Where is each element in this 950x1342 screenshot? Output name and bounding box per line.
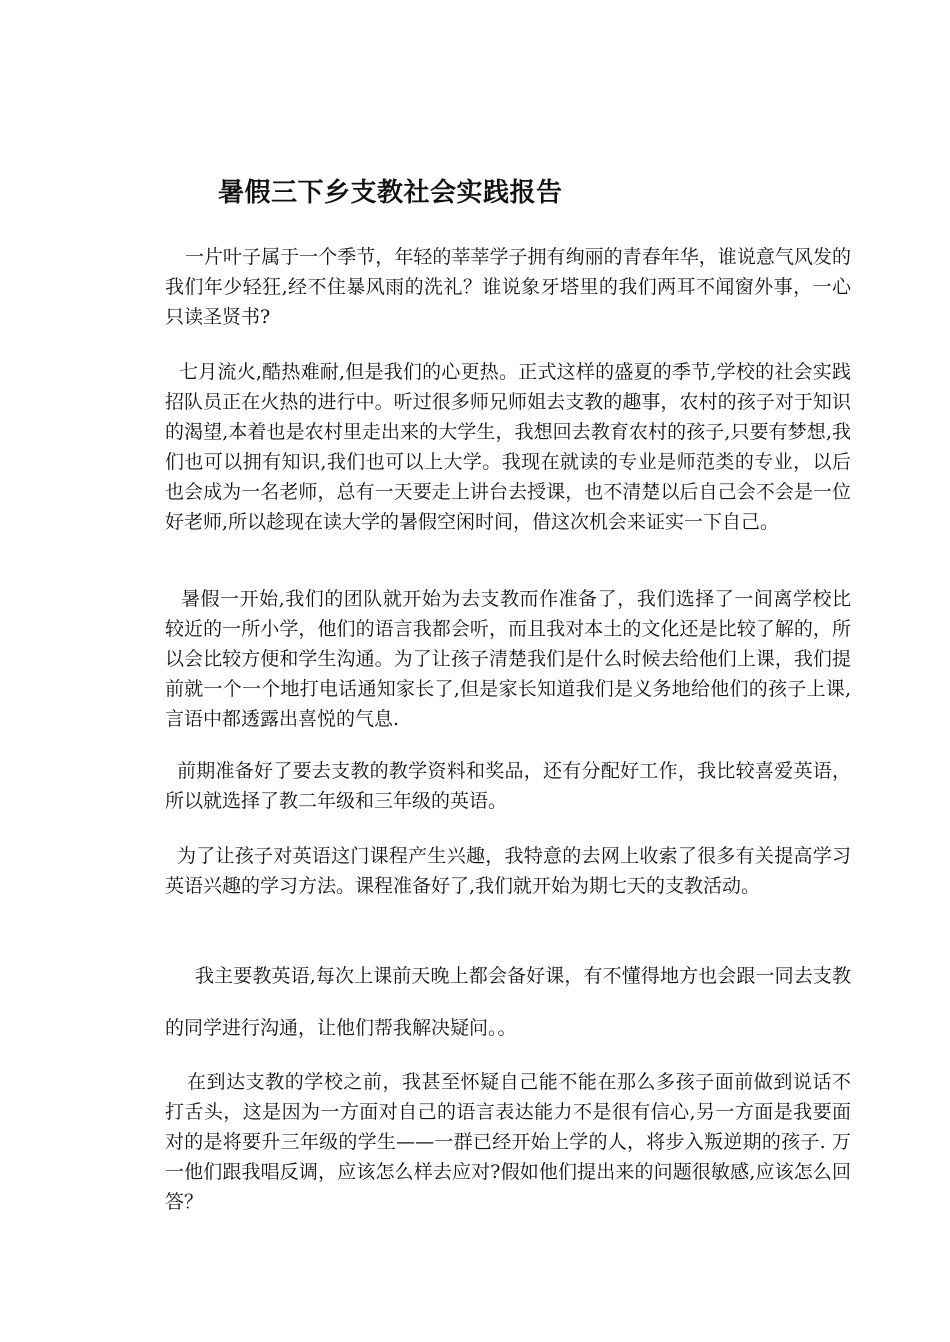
paragraph-6: 我主要教英语,每次上课前天晚上都会备好课，有不懂得地方也会跟一同去支教的同学进行沟通，让他们帮我解决疑问。。	[165, 965, 851, 1039]
paragraph-7: 在到达支教的学校之前，我甚至怀疑自己能不能在那么多孩子面前做到说话不打舌头，这是因为一方面对自己的语言表达能力不是很有信心,另一方面是我要面对的是将要升三年级的学生——一群已经开始上学的人，将步入叛逆期的孩子. 万一他们跟我唱反调，应该怎么样去应对?假如他们提出来的问题很敏感,应该怎么回答？	[165, 1071, 851, 1213]
paragraph-3: 暑假一开始,我们的团队就开始为去支教而作准备了，我们选择了一间离学校比较近的一所小学，他们的语言我都会听，而且我对本土的文化还是比较了解的，所以会比较方便和学生沟通。为了让孩子清楚我们是什么时候去给他们上课，我们提前就一个一个地打电话通知家长了,但是家长知道我们是义务地给他们的孩子上课,言语中都透露出喜悦的气息.	[165, 588, 851, 730]
paragraph-4: 前期准备好了要去支教的教学资料和奖品，还有分配好工作，我比较喜爱英语，所以就选择了教二年级和三年级的英语。	[165, 760, 851, 812]
document-title: 暑假三下乡支教社会实践报告	[218, 178, 563, 208]
paragraph-2: 七月流火,酷热难耐,但是我们的心更热。正式这样的盛夏的季节,学校的社会实践招队员正在火热的进行中。听过很多师兄师姐去支教的趣事，农村的孩子对于知识的渴望,本着也是农村里走出来的大学生，我想回去教育农村的孩子,只要有梦想,我们也可以拥有知识,我们也可以上大学。我现在就读的专业是师范类的专业，以后也会成为一名老师，总有一天要走上讲台去授课，也不清楚以后自己会不会是一位好老师,所以趁现在读大学的暑假空闲时间，借这次机会来证实一下自己。	[165, 361, 851, 533]
paragraph-5: 为了让孩子对英语这门课程产生兴趣，我特意的去网上收索了很多有关提高学习英语兴趣的学习方法。课程准备好了,我们就开始为期七天的支教活动。	[165, 845, 851, 897]
paragraph-1: 一片叶子属于一个季节，年轻的莘莘学子拥有绚丽的青春年华，谁说意气风发的我们年少轻狂,经不住暴风雨的洗礼？谁说象牙塔里的我们两耳不闻窗外事，一心只读圣贤书?	[165, 246, 851, 328]
